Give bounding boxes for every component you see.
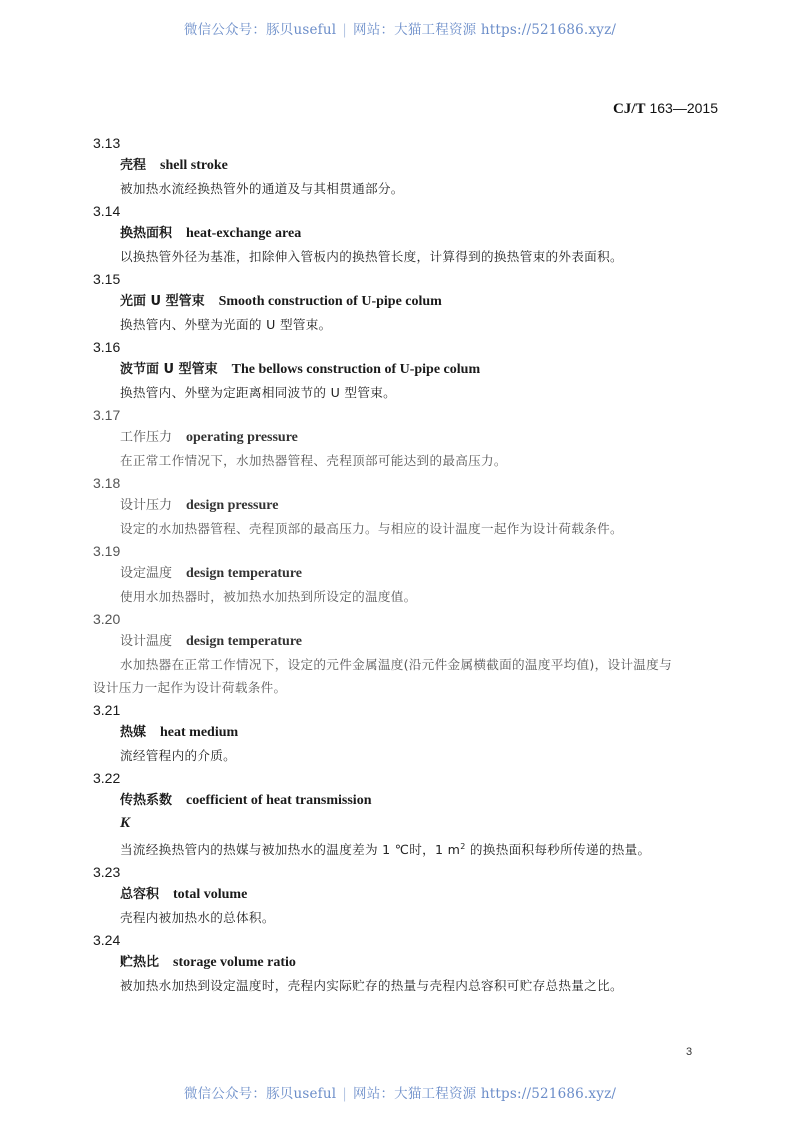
clause-number: 3.13 [93,135,121,151]
term-english: The bellows construction of U-pipe colum [231,362,481,377]
clause-3-13 [93,132,733,200]
clause-number: 3.18 [93,475,121,491]
definition-text-pre: 当流经换热管内的热媒与被加热水的温度差为 1 ℃时，1 m [120,842,461,857]
superscript-exponent: 2 [460,842,466,851]
term-symbol: K [120,815,131,831]
term-definition: 设定的水加热器管程、壳程顶部的最高压力。与相应的设计温度一起作为设计荷载条件。 [120,521,623,536]
term-chinese: 贮热比 [120,955,160,970]
term-heading [120,222,733,245]
term-english: total volume [173,887,248,902]
term-chinese: 换热面积 [120,226,173,241]
term-definition: 壳程内被加热水的总体积。 [120,910,275,925]
term-definition: 以换热管外径为基准，扣除伸入管板内的换热管长度，计算得到的换热管束的外表面积。 [120,249,623,264]
term-chinese: 设计温度 [120,634,173,649]
term-heading [120,562,733,585]
standard-prefix: CJ/T [612,101,646,117]
term-heading [120,883,733,906]
standard-code [613,100,718,118]
term-chinese: 设计压力 [120,498,173,513]
clause-number: 3.14 [93,203,121,219]
clause-number: 3.20 [93,611,121,627]
clause-3-16 [93,336,733,404]
term-heading [120,721,733,744]
term-chinese: 设定温度 [120,566,173,581]
watermark-top [0,18,800,38]
term-definition: 流经管程内的介质。 [120,748,237,763]
definition-line-1: 水加热器在正常工作情况下，设定的元件金属温度(沿元件金属横截面的温度平均值)，设计温度与 [120,657,672,672]
clause-3-15 [93,268,733,336]
term-heading [120,154,733,177]
term-english: operating pressure [186,430,298,445]
term-chinese: 工作压力 [120,430,173,445]
term-english: shell stroke [160,158,228,173]
watermark-separator: | [342,1086,348,1102]
term-heading [120,494,733,517]
page-number: 3 [686,1046,693,1058]
term-definition [120,835,733,861]
term-definition: 被加热水流经换热管外的通道及与其相贯通部分。 [120,181,404,196]
term-english: design temperature [186,566,303,581]
clause-number: 3.22 [93,770,121,786]
term-heading [120,630,733,653]
watermark-bottom [0,1082,800,1102]
term-english: design pressure [186,498,279,513]
clause-3-22 [93,767,733,861]
clause-number: 3.24 [93,932,121,948]
term-heading [120,358,733,381]
term-english: design temperature [186,634,303,649]
term-heading [120,290,733,313]
definition-text-post: 的换热面积每秒所传递的热量。 [465,842,651,857]
watermark-website: 网站：大猫工程资源 https://521686.xyz/ [353,1086,617,1102]
clause-number: 3.19 [93,543,121,559]
clause-number: 3.23 [93,864,121,880]
clause-number: 3.16 [93,339,121,355]
term-english: heat medium [160,725,239,740]
standard-number: 163—2015 [649,100,718,116]
definition-line-2: 设计压力一起作为设计荷载条件。 [93,680,287,695]
clause-3-18 [93,472,733,540]
clause-number: 3.21 [93,702,121,718]
term-definition [93,653,733,699]
watermark-wechat: 微信公众号：豚贝useful [183,22,337,38]
term-english: coefficient of heat transmission [186,793,372,808]
term-english: heat-exchange area [186,226,302,241]
clause-3-21 [93,699,733,767]
watermark-website: 网站：大猫工程资源 https://521686.xyz/ [353,22,617,38]
term-chinese: 光面 U 型管束 [120,294,205,309]
term-definition: 使用水加热器时，被加热水加热到所设定的温度值。 [120,589,417,604]
term-definition: 在正常工作情况下，水加热器管程、壳程顶部可能达到的最高压力。 [120,453,507,468]
term-chinese: 热媒 [120,725,147,740]
term-heading [120,951,733,974]
term-definition: 换热管内、外壁为光面的 U 型管束。 [120,317,332,332]
watermark-wechat: 微信公众号：豚贝useful [183,1086,337,1102]
term-chinese: 总容积 [120,887,160,902]
clause-number: 3.17 [93,407,121,423]
term-definition: 换热管内、外壁为定距离相同波节的 U 型管束。 [120,385,396,400]
term-english: Smooth construction of U-pipe colum [218,294,442,309]
term-heading [120,426,733,449]
clause-3-23 [93,861,733,929]
clause-3-19 [93,540,733,608]
watermark-separator: | [342,22,348,38]
clause-3-24 [93,929,733,997]
clause-3-17 [93,404,733,472]
term-chinese: 波节面 U 型管束 [120,362,218,377]
clause-3-20 [93,608,733,699]
term-chinese: 传热系数 [120,793,173,808]
clause-number: 3.15 [93,271,121,287]
term-heading [120,789,733,812]
term-english: storage volume ratio [173,955,296,970]
terms-list [93,132,733,997]
term-definition: 被加热水加热到设定温度时，壳程内实际贮存的热量与壳程内总容积可贮存总热量之比。 [120,978,623,993]
clause-3-14 [93,200,733,268]
term-chinese: 壳程 [120,158,147,173]
